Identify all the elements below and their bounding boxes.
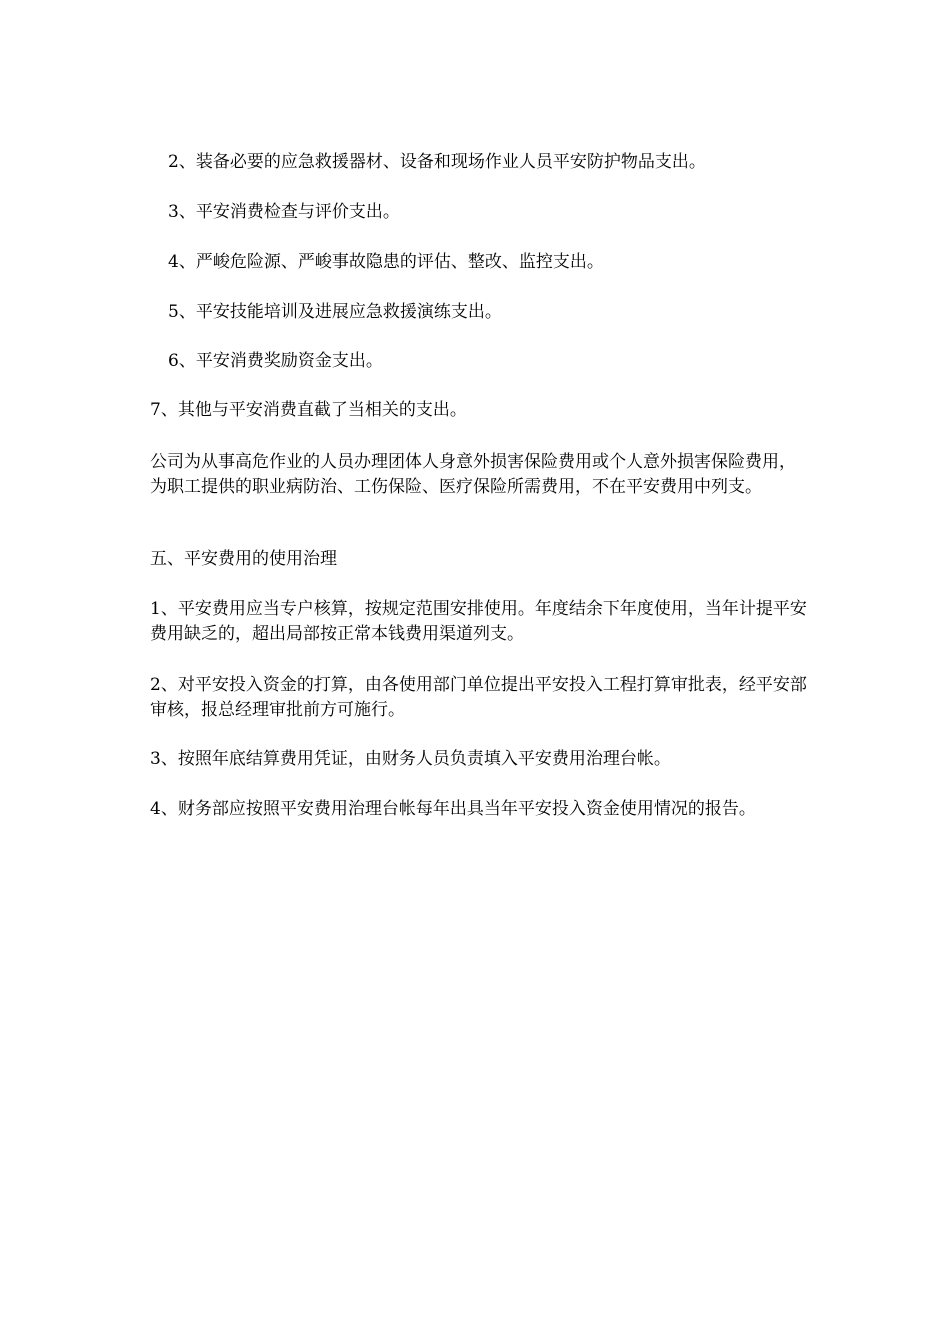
paragraph-usage-1: 1、平安费用应当专户核算，按规定范围安排使用。年度结余下年度使用，当年计提平安费用缺乏的，超出局部按正常本钱费用渠道列支。 <box>150 599 807 644</box>
paragraph-item-7: 7、其他与平安消费直截了当相关的支出。 <box>150 400 467 420</box>
paragraph-usage-3: 3、按照年底结算费用凭证，由财务人员负责填入平安费用治理台帐。 <box>150 749 671 769</box>
section-heading: 五、平安费用的使用治理 <box>150 549 337 569</box>
paragraph-item-3: 3、平安消费检查与评价支出。 <box>168 202 400 222</box>
paragraph-item-6: 6、平安消费奖励资金支出。 <box>168 351 383 371</box>
paragraph-item-5: 5、平安技能培训及进展应急救援演练支出。 <box>168 302 502 322</box>
paragraph-usage-2: 2、对平安投入资金的打算，由各使用部门单位提出平安投入工程打算审批表，经平安部审核，报总经理审批前方可施行。 <box>150 675 807 720</box>
paragraph-item-4: 4、严峻危险源、严峻事故隐患的评估、整改、监控支出。 <box>168 252 604 272</box>
paragraph-item-2: 2、装备必要的应急救援器材、设备和现场作业人员平安防护物品支出。 <box>168 152 706 172</box>
paragraph-usage-4: 4、财务部应按照平安费用治理台帐每年出具当年平安投入资金使用情况的报告。 <box>150 799 756 819</box>
paragraph-insurance-note: 公司为从事高危作业的人员办理团体人身意外损害保险费用或个人意外损害保险费用，为职工提供的职业病防治、工伤保险、医疗保险所需费用，不在平安费用中列支。 <box>150 452 796 497</box>
